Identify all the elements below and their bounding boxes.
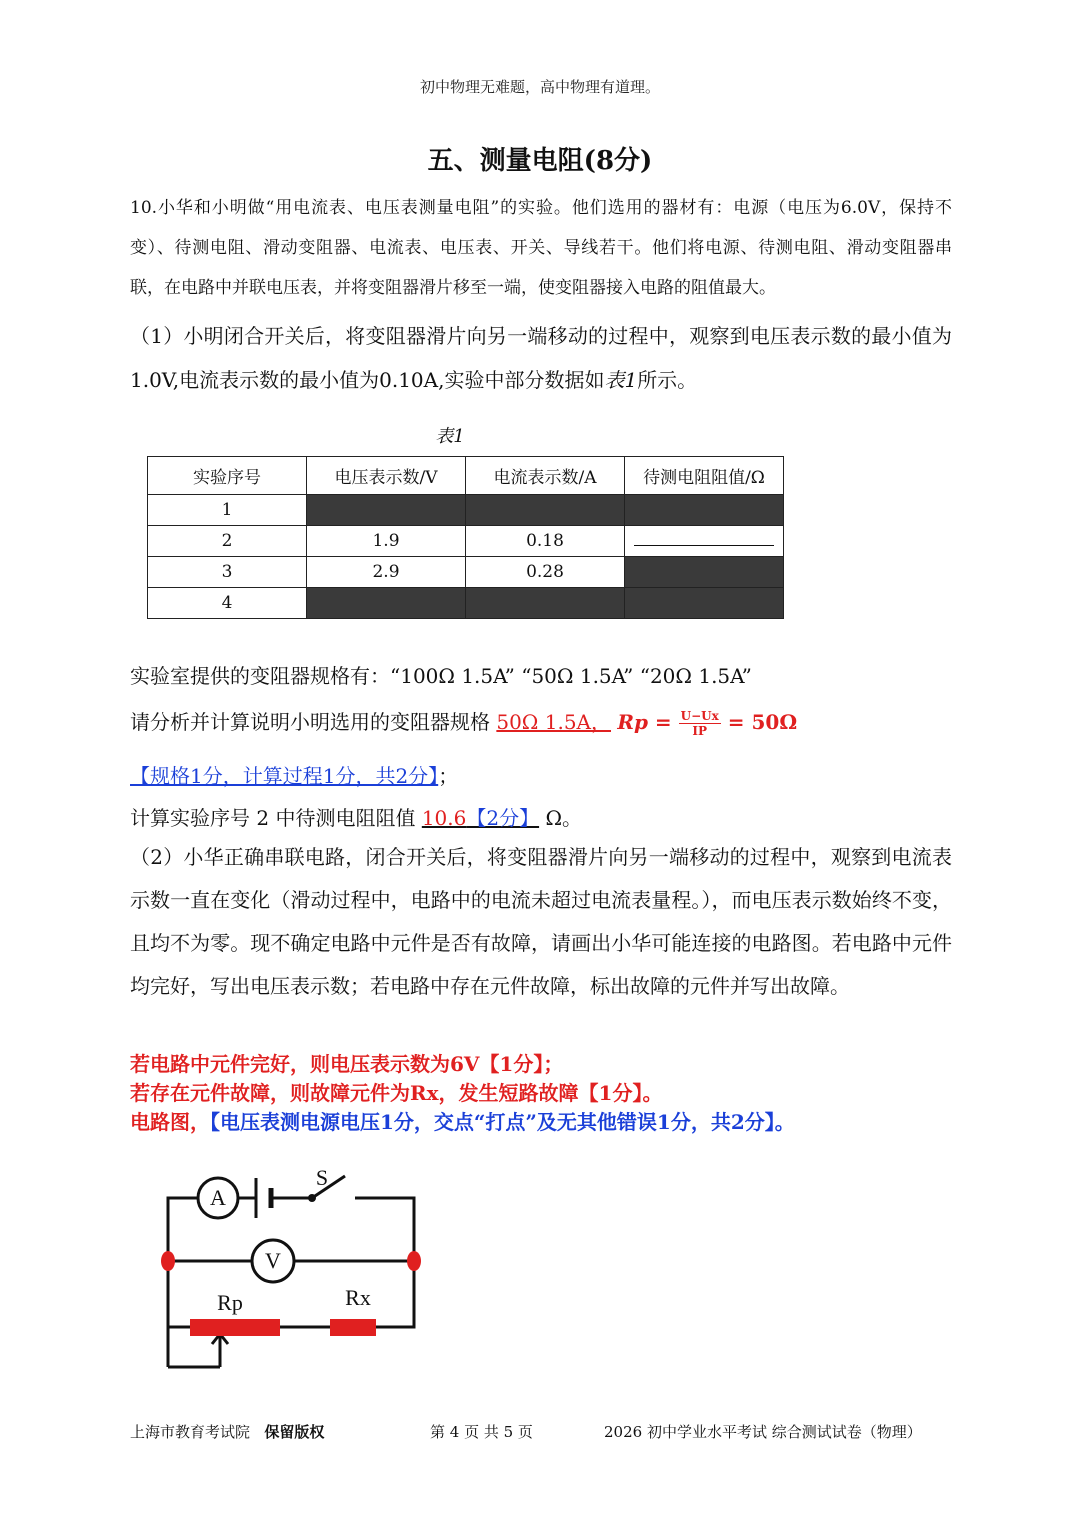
formula [617,709,798,738]
circuit-diagram [150,1160,440,1385]
part1-text: （1）小明闭合开关后，将变阻器滑片向另一端移动的过程中，观察到电压表示数的最小值为1.0V,电流表示数的最小值为0.10A,实验中部分数据如 [130,324,952,392]
cell-trial: 1 [148,495,307,526]
wire-bottom-right [376,1261,414,1327]
answer-blank-line [634,531,774,546]
cell-trial: 3 [148,557,307,588]
circuit-score: 【电压表测电源电压1分，交点“打点”及无其他错误1分，共2分】 [210,1110,775,1134]
score-note-tail: ； [438,764,459,788]
header-trial: 实验序号 [148,457,307,495]
circuit-score-tail: 。 [774,1110,795,1134]
footer-left [130,1421,324,1442]
cell-current: 0.28 [466,557,625,588]
analyze-prompt: 请分析并计算说明小明选用的变阻器规格 [130,710,490,734]
table-reference: 表1 [604,368,638,392]
cell-trial: 4 [148,588,307,619]
wire-top-left [168,1198,198,1261]
question-intro: 10.小华和小明做“用电流表、电压表测量电阻”的实验。他们选用的器材有：电源（电压为6.0V，保持不变）、待测电阻、滑动变阻器、电流表、电压表、开关、导线若干。他们将电源、待测电阻、滑动变阻器串联，在电路中并联电压表，并将变阻器滑片移至一端，使变阻器接入电路的阻值最大。 [130,198,952,298]
cell-shaded [625,557,784,588]
score-note: 【规格1分，计算过程1分，共2分】 [130,764,439,788]
table-row [148,526,784,557]
calc-unit: Ω。 [545,806,583,830]
header-voltage: 电压表示数/V [307,457,466,495]
junction-dot-left [161,1251,175,1271]
formula-numerator: U−Ux [680,709,719,723]
table-row [148,495,784,526]
formula-fraction [679,709,721,738]
footer-exam-title: 2026 初中学业水平考试 综合测试试卷（物理） [604,1423,922,1441]
calc-line [130,802,582,831]
answer-line-3 [130,1106,795,1135]
footer-copyright: 保留版权 [264,1423,325,1441]
ammeter-label: A [210,1185,226,1210]
table-row [148,557,784,588]
wire-top-right [355,1198,414,1261]
cell-shaded [307,495,466,526]
cell-shaded [466,588,625,619]
voltmeter-label: V [265,1248,281,1273]
switch-pivot-icon [308,1194,316,1202]
question-part2: （2）小华正确串联电路，闭合开关后，将变阻器滑片向另一端移动的过程中，观察到电流表示数一直在变化（滑动过程中，电路中的电流未超过电流表量程。），而电压表示数始终不变，且均不为零。现不确定电路中元件是否有故障，请画出小华可能连接的电路图。若电路中元件均完好，写出电压表示数；若电路中存在元件故障，标出故障的元件并写出故障。 [130,845,952,998]
cell-voltage: 1.9 [307,526,466,557]
cell-shaded [625,495,784,526]
formula-lhs: Rp = [617,710,672,734]
header-resistance: 待测电阻阻值/Ω [625,457,784,495]
table-row [148,588,784,619]
data-table [147,456,784,619]
calc-answer-blank [422,806,539,830]
circuit-label: 电路图， [130,1110,210,1134]
calc-answer: 10.6 [421,806,467,830]
footer-page-number: 第 4 页 共 5 页 [430,1423,533,1441]
resistor-label: Rx [345,1285,371,1310]
calc-prompt: 计算实验序号 2 中待测电阻阻值 [130,806,416,830]
cell-answer-blank [625,526,784,557]
section-title: 五、测量电阻(8分) [427,146,653,176]
answer-line-1: 若电路中元件完好，则电压表示数为6V【1分】； [130,1052,564,1076]
analyze-answer: 50Ω 1.5A， [496,710,611,734]
answer-line-2: 若存在元件故障，则故障元件为Rx，发生短路故障【1分】。 [130,1081,663,1105]
table-header-row [148,457,784,495]
cell-trial: 2 [148,526,307,557]
junction-dot-right [407,1251,421,1271]
formula-denominator: IP [692,724,708,738]
question-part1 [130,314,952,402]
page-header: 初中物理无难题，高中物理有道理。 [419,78,660,96]
footer-publisher: 上海市教育考试院 [130,1423,251,1441]
switch-label: S [315,1165,329,1190]
analyze-line [130,706,797,738]
resistor-icon [330,1319,376,1336]
cell-shaded [625,588,784,619]
cell-current: 0.18 [466,526,625,557]
score-line-1 [130,760,458,789]
part1-text-end: 所示。 [637,368,698,392]
header-current: 电流表示数/A [466,457,625,495]
cell-shaded [307,588,466,619]
rheostat-specs: 实验室提供的变阻器规格有：“100Ω 1.5A” “50Ω 1.5A” “20Ω 1.5A” [130,664,752,688]
table-caption: 表1 [435,426,465,447]
cell-voltage: 2.9 [307,557,466,588]
rheostat-icon [190,1319,280,1336]
rheostat-label: Rp [217,1290,243,1315]
cell-shaded [466,495,625,526]
calc-score: 【2分】 [466,806,540,830]
formula-rhs: = 50Ω [727,710,798,734]
